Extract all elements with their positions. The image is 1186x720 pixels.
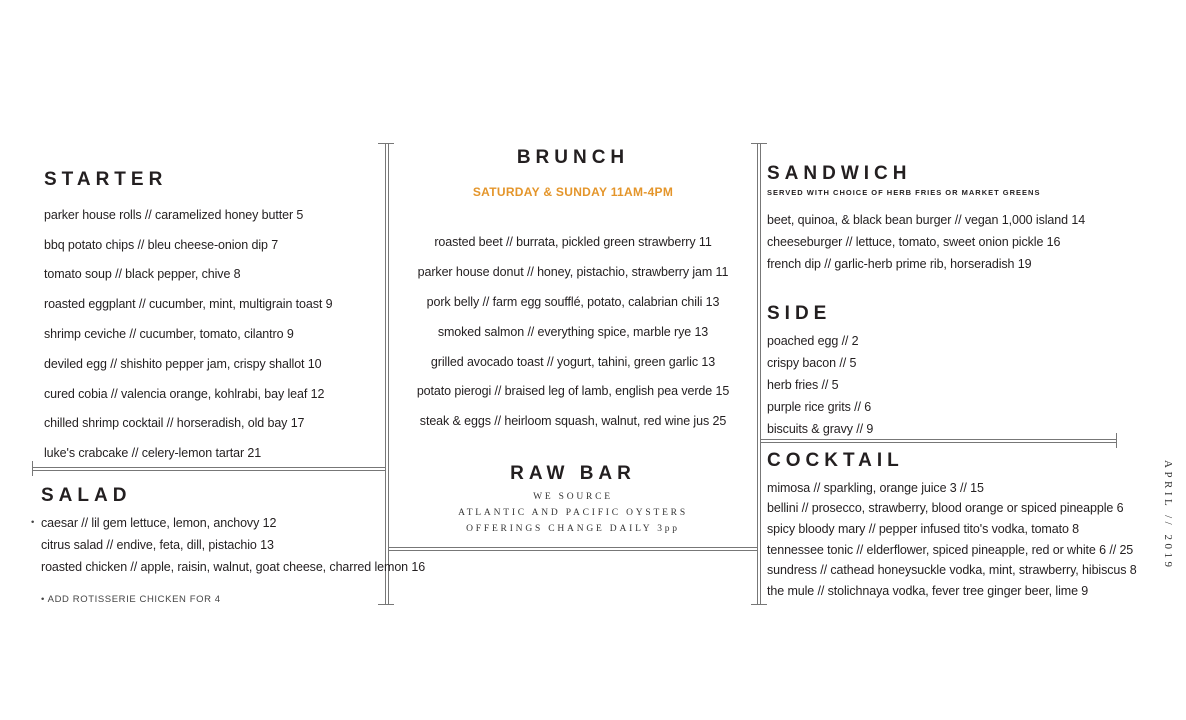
list-item: bbq potato chips // bleu cheese-onion dip 7 bbox=[44, 238, 279, 252]
starter-salad-rule-cap bbox=[32, 461, 33, 476]
list-item: spicy bloody mary // pepper infused tito's vodka, tomato 8 bbox=[767, 522, 1080, 536]
side-cocktail-rule-2 bbox=[761, 442, 1117, 443]
list-item: sundress // cathead honeysuckle vodka, mint, strawberry, hibiscus 8 bbox=[767, 563, 1137, 577]
list-item: french dip // garlic-herb prime rib, horseradish 19 bbox=[767, 257, 1032, 271]
list-item: roasted eggplant // cucumber, mint, multigrain toast 9 bbox=[44, 297, 333, 311]
list-item: potato pierogi // braised leg of lamb, english pea verde 15 bbox=[416, 384, 730, 398]
list-item: citrus salad // endive, feta, dill, pistachio 13 bbox=[41, 538, 274, 552]
left-divider-inner bbox=[388, 143, 389, 604]
list-item: biscuits & gravy // 9 bbox=[767, 422, 874, 436]
salad-bullet: • bbox=[31, 517, 35, 528]
list-item: cured cobia // valencia orange, kohlrabi, bay leaf 12 bbox=[44, 387, 325, 401]
brunch-heading: BRUNCH bbox=[516, 147, 630, 168]
right-divider bbox=[757, 143, 758, 604]
list-item: tennessee tonic // elderflower, spiced pineapple, red or white 6 // 25 bbox=[767, 543, 1134, 557]
list-item: caesar // lil gem lettuce, lemon, anchovy 12 bbox=[41, 516, 277, 530]
right-divider-bottom-cap bbox=[751, 604, 767, 605]
list-item: beet, quinoa, & black bean burger // vegan 1,000 island 14 bbox=[767, 213, 1086, 227]
list-item: steak & eggs // heirloom squash, walnut, red wine jus 25 bbox=[419, 414, 727, 428]
raw-bar-heading: RAW BAR bbox=[510, 463, 636, 484]
side-cocktail-rule bbox=[761, 439, 1117, 440]
side-heading: SIDE bbox=[767, 303, 832, 324]
left-divider-top-cap bbox=[378, 143, 394, 144]
salad-note: • ADD ROTISSERIE CHICKEN FOR 4 bbox=[41, 594, 221, 605]
list-item: deviled egg // shishito pepper jam, crispy shallot 10 bbox=[44, 357, 322, 371]
list-item: parker house donut // honey, pistachio, strawberry jam 11 bbox=[417, 265, 729, 279]
list-item: poached egg // 2 bbox=[767, 334, 859, 348]
brunch-hours: SATURDAY & SUNDAY 11AM-4PM bbox=[472, 185, 674, 199]
list-item: pork belly // farm egg soufflé, potato, calabrian chili 13 bbox=[426, 295, 720, 309]
starter-salad-rule bbox=[32, 467, 386, 468]
sandwich-subheading: SERVED WITH CHOICE OF HERB FRIES OR MARKET GREENS bbox=[767, 188, 1041, 197]
list-item: tomato soup // black pepper, chive 8 bbox=[44, 267, 241, 281]
raw-bar-line: OFFERINGS CHANGE DAILY 3pp bbox=[466, 524, 680, 534]
menu-date: APRIL // 2019 bbox=[1162, 460, 1174, 571]
list-item: smoked salmon // everything spice, marble rye 13 bbox=[437, 325, 709, 339]
side-cocktail-rule-cap bbox=[1116, 433, 1117, 448]
list-item: cheeseburger // lettuce, tomato, sweet onion pickle 16 bbox=[767, 235, 1061, 249]
brunch-rawbar-rule-2 bbox=[389, 550, 757, 551]
right-divider-inner bbox=[760, 143, 761, 604]
list-item: grilled avocado toast // yogurt, tahini, green garlic 13 bbox=[430, 355, 716, 369]
left-divider bbox=[385, 143, 386, 604]
cocktail-heading: COCKTAIL bbox=[767, 450, 904, 471]
raw-bar-line: ATLANTIC AND PACIFIC OYSTERS bbox=[458, 508, 688, 518]
left-divider-bottom-cap bbox=[378, 604, 394, 605]
right-divider-top-cap bbox=[751, 143, 767, 144]
list-item: roasted beet // burrata, pickled green strawberry 11 bbox=[434, 235, 712, 249]
list-item: chilled shrimp cocktail // horseradish, old bay 17 bbox=[44, 416, 305, 430]
brunch-rawbar-rule bbox=[389, 547, 757, 548]
list-item: purple rice grits // 6 bbox=[767, 400, 872, 414]
sandwich-heading: SANDWICH bbox=[767, 163, 912, 184]
list-item: parker house rolls // caramelized honey butter 5 bbox=[44, 208, 304, 222]
list-item: herb fries // 5 bbox=[767, 378, 839, 392]
list-item: crispy bacon // 5 bbox=[767, 356, 857, 370]
list-item: bellini // prosecco, strawberry, blood orange or spiced pineapple 6 bbox=[767, 501, 1124, 515]
list-item: the mule // stolichnaya vodka, fever tree ginger beer, lime 9 bbox=[767, 584, 1089, 598]
list-item: shrimp ceviche // cucumber, tomato, cilantro 9 bbox=[44, 327, 294, 341]
starter-salad-rule-2 bbox=[32, 470, 386, 471]
list-item: luke's crabcake // celery-lemon tartar 21 bbox=[44, 446, 262, 460]
starter-heading: STARTER bbox=[44, 169, 168, 190]
raw-bar-line: WE SOURCE bbox=[533, 492, 613, 502]
list-item: mimosa // sparkling, orange juice 3 // 15 bbox=[767, 481, 984, 495]
salad-heading: SALAD bbox=[41, 485, 132, 506]
list-item: roasted chicken // apple, raisin, walnut, goat cheese, charred lemon 16 bbox=[41, 560, 426, 574]
